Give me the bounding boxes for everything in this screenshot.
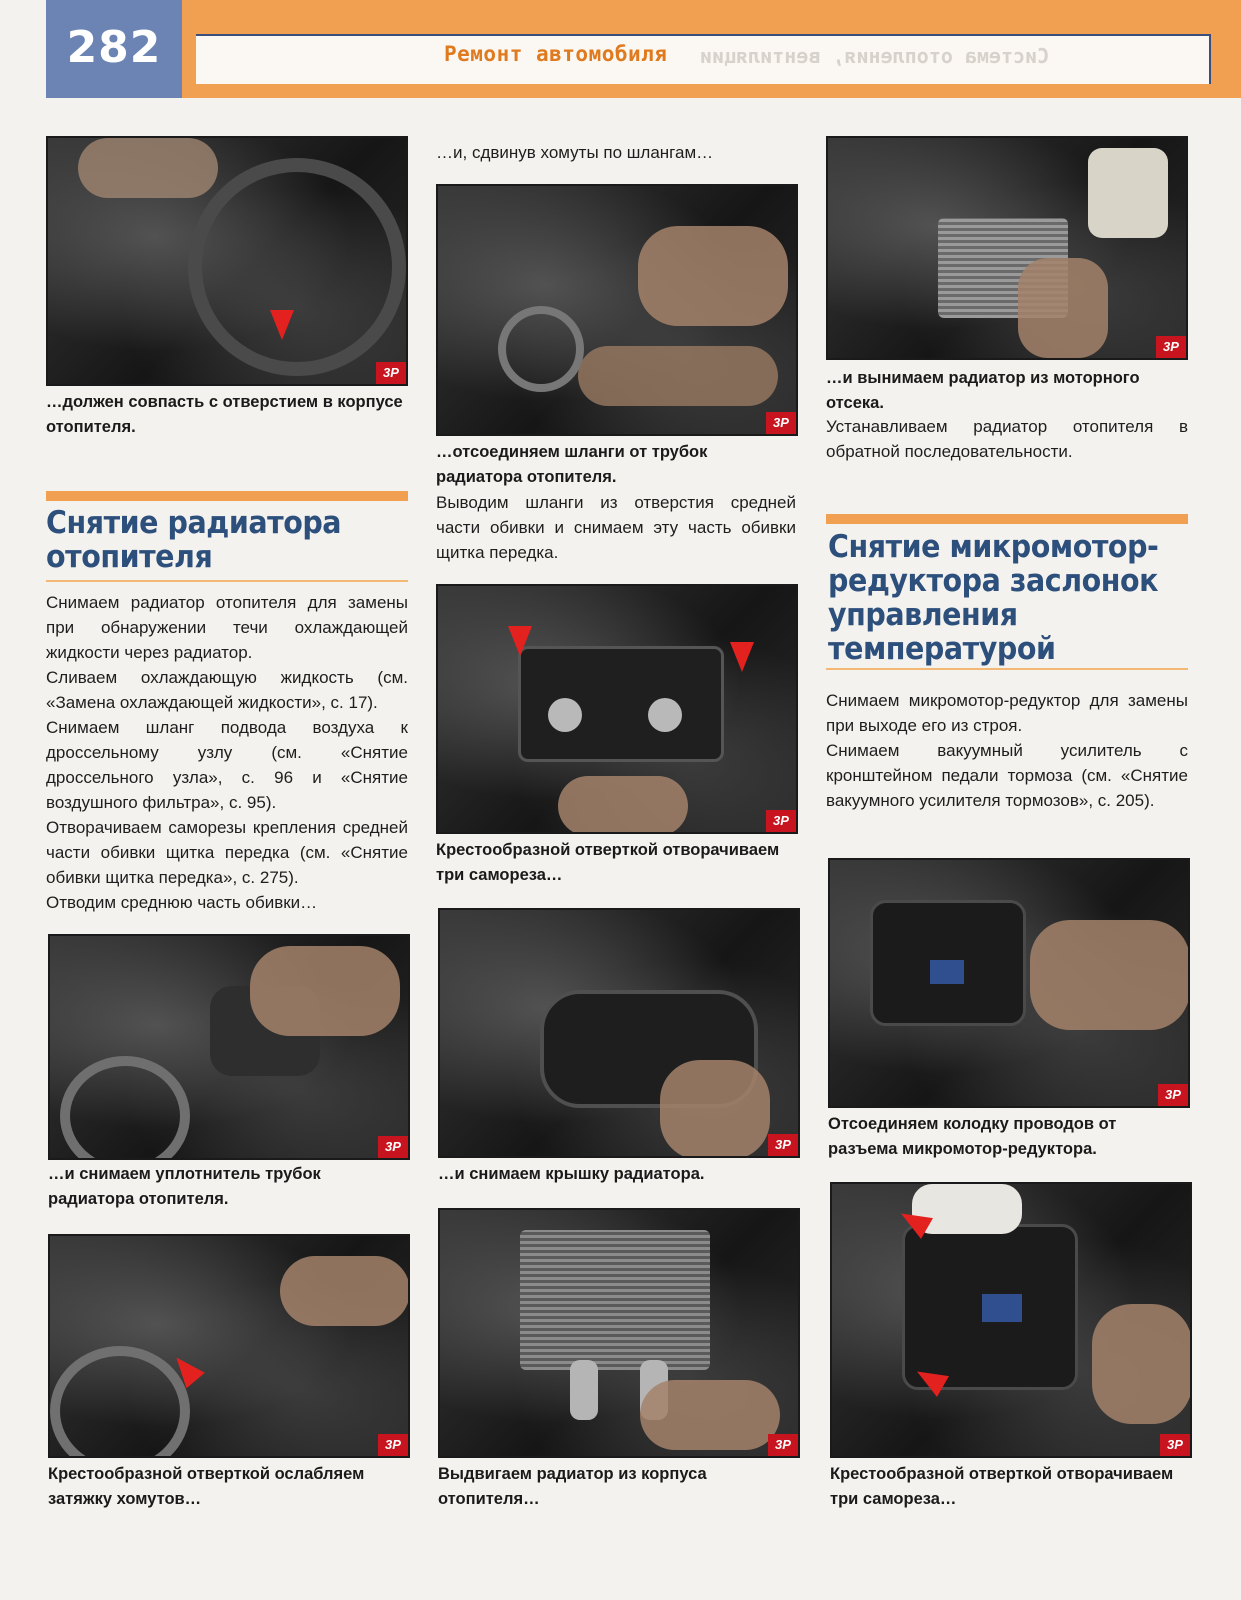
publisher-badge: 3Р [378,1434,408,1456]
publisher-badge: 3Р [1156,336,1186,358]
section-rule [826,668,1188,670]
photo-three-screws-micromotor [830,1182,1192,1458]
photo-connector-micromotor [828,858,1190,1108]
paragraph: Отводим среднюю часть обивки… [46,893,318,912]
section-bar [46,491,408,501]
section-title-line: Снятие микромотор- [828,529,1159,565]
publisher-badge: 3Р [376,362,406,384]
photo-seal-removal [48,934,410,1160]
paragraph: Отворачиваем саморезы крепления средней части обивки щитка передка (см. «Снятие обивки щитка передка», с. 275). [46,818,408,887]
section-header-title: Ремонт автомобиля [444,42,668,66]
publisher-badge: 3Р [766,810,796,832]
pointer-arrow [508,626,532,656]
body-text-col3-install: Устанавливаем радиатор отопителя в обратной последовательности. [826,417,1188,461]
caption-col1-2: …и снимаем уплотнитель трубок радиатора отопителя. [48,1165,321,1208]
section-title-micromotor [828,530,1196,666]
section-title-line: Снятие радиатора [46,505,342,541]
intro-text-col2: …и, сдвинув хомуты по шлангам… [436,143,714,162]
photo-disconnect-hoses [436,184,798,436]
caption-col2-1: …отсоединяем шланги от трубок радиатора отопителя. [436,443,708,486]
paragraph: Сливаем охлаждающую жидкость (см. «Замена охлаждающей жидкости», с. 17). [46,668,408,712]
paragraph: Снимаем микромотор-редуктор для замены при выходе его из строя. [826,691,1188,735]
photo-three-screws-cover [436,584,798,834]
section-title-line: редуктора заслонок [828,563,1159,599]
caption-col2-2: Крестообразной отверткой отворачиваем три самореза… [436,841,780,884]
caption-col3-1: …и вынимаем радиатор из моторного отсека. [826,369,1140,412]
section-title-line: отопителя [46,539,213,575]
body-text-col3 [826,688,1188,813]
section-bar [826,514,1188,524]
publisher-badge: 3Р [768,1434,798,1456]
paragraph: Снимаем шланг подвода воздуха к дроссельному узлу (см. «Снятие дроссельного узла», с. 96 и «Снятие воздушного фильтра», с. 95). [46,718,408,812]
photo-slide-radiator [438,1208,800,1458]
caption-col2-4: Выдвигаем радиатор из корпуса отопителя… [438,1465,707,1508]
section-title-line: температурой [828,631,1056,667]
paragraph: Снимаем вакуумный усилитель с кронштейном педали тормоза (см. «Снятие вакуумного усилителя тормозов», с. 205). [826,741,1188,810]
publisher-badge: 3Р [768,1134,798,1156]
body-text-col2: Выводим шланги из отверстия средней части обивки и снимаем эту часть обивки щитка передка. [436,493,796,562]
section-title-line: управления [828,597,1018,633]
caption-col3-3: Крестообразной отверткой отворачиваем три самореза… [830,1465,1174,1508]
publisher-badge: 3Р [766,412,796,434]
photo-remove-cover [438,908,800,1158]
paragraph: Снимаем радиатор отопителя для замены при обнаружении течи охлаждающей жидкости через радиатор. [46,593,408,662]
page-number: 282 [66,22,162,73]
pointer-arrow [730,642,754,672]
pointer-arrow [270,310,294,340]
photo-blower-housing [46,136,408,386]
body-text-col1 [46,590,408,915]
caption-col2-3: …и снимаем крышку радиатора. [438,1165,705,1183]
caption-col3-2: Отсоединяем колодку проводов от разъема микромотор-редуктора. [828,1115,1117,1158]
publisher-badge: 3Р [1158,1084,1188,1106]
caption-col1-1: …должен совпасть с отверстием в корпусе отопителя. [46,393,403,436]
section-rule [46,580,408,582]
photo-loosen-clamps [48,1234,410,1458]
caption-col1-3: Крестообразной отверткой ослабляем затяжку хомутов… [48,1465,365,1508]
publisher-badge: 3Р [1160,1434,1190,1456]
section-title-radiator [46,506,414,574]
header-bleed-through-text: Система отопления, вентиляции [700,44,1050,68]
photo-remove-radiator-engine-bay [826,136,1188,360]
publisher-badge: 3Р [378,1136,408,1158]
